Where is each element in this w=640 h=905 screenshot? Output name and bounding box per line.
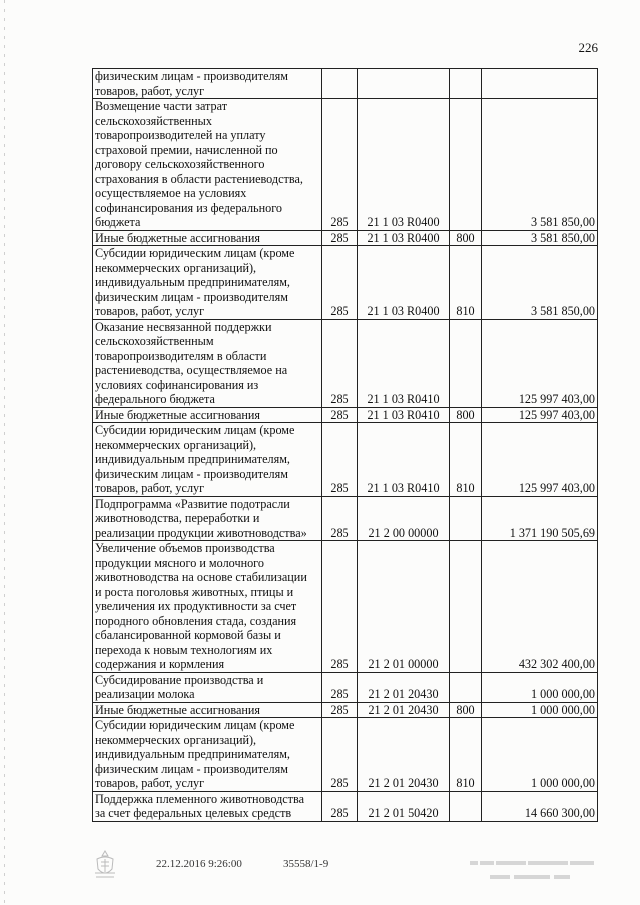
row-classification: 21 2 01 20430 — [358, 672, 450, 702]
row-classification: 21 1 03 R0400 — [358, 99, 450, 231]
row-amount: 432 302 400,00 — [482, 541, 598, 673]
table-row — [93, 423, 598, 497]
row-code — [322, 69, 358, 99]
row-code: 285 — [322, 718, 358, 792]
scan-edge — [4, 0, 5, 905]
row-code: 285 — [322, 423, 358, 497]
coat-of-arms-emblem — [92, 849, 118, 881]
row-code: 285 — [322, 230, 358, 246]
row-name: Возмещение части затрат сельскохозяйственных товаропроизводителей на уплату страховой премии, начисленной по договору сельскохозяйственного страхования в области растениеводства, осуществляемое на условиях софинансирования из федерального бюджета — [93, 99, 322, 231]
row-name: Поддержка племенного животноводства за счет федеральных целевых средств — [93, 791, 322, 821]
row-classification: 21 2 01 00000 — [358, 541, 450, 673]
row-expense-type — [450, 69, 482, 99]
row-expense-type: 800 — [450, 407, 482, 423]
table-row — [93, 69, 598, 99]
row-classification: 21 2 01 50420 — [358, 791, 450, 821]
table-row — [93, 718, 598, 792]
row-expense-type — [450, 541, 482, 673]
row-amount — [482, 69, 598, 99]
row-amount: 1 371 190 505,69 — [482, 496, 598, 541]
row-amount: 14 660 300,00 — [482, 791, 598, 821]
row-expense-type — [450, 672, 482, 702]
row-expense-type — [450, 319, 482, 407]
row-expense-type: 800 — [450, 230, 482, 246]
table-row — [93, 791, 598, 821]
budget-table — [92, 68, 598, 822]
row-name: Субсидии юридическим лицам (кроме некоммерческих организаций), индивидуальным предпринимателям, физическим лицам - производителям товаров, работ, услуг — [93, 423, 322, 497]
row-expense-type: 800 — [450, 702, 482, 718]
row-code: 285 — [322, 319, 358, 407]
row-code: 285 — [322, 702, 358, 718]
row-name: Оказание несвязанной поддержки сельскохозяйственным товаропроизводителям в области растениеводства, осуществляемое на условиях софинансирования из федерального бюджета — [93, 319, 322, 407]
table-row — [93, 99, 598, 231]
row-code: 285 — [322, 541, 358, 673]
row-amount: 125 997 403,00 — [482, 423, 598, 497]
table-row — [93, 246, 598, 320]
row-expense-type: 810 — [450, 718, 482, 792]
row-name: Субсидии юридическим лицам (кроме некоммерческих организаций), индивидуальным предпринимателям, физическим лицам - производителям товаров, работ, услуг — [93, 718, 322, 792]
row-name: Субсидии юридическим лицам (кроме некоммерческих организаций), индивидуальным предпринимателям, физическим лицам - производителям товаров, работ, услуг — [93, 246, 322, 320]
row-expense-type — [450, 99, 482, 231]
row-code: 285 — [322, 672, 358, 702]
row-classification: 21 2 00 00000 — [358, 496, 450, 541]
row-amount: 1 000 000,00 — [482, 702, 598, 718]
row-name: Увеличение объемов производства продукции мясного и молочного животноводства на основе стабилизации и роста поголовья животных, птицы и увеличения их продуктивности за счет породного обновления стада, создания сбалансированной кормовой базы и перехода к новым технологиям их содержания и кормления — [93, 541, 322, 673]
row-amount: 125 997 403,00 — [482, 407, 598, 423]
row-code: 285 — [322, 99, 358, 231]
footer-doc-id: 35558/1-9 — [283, 858, 329, 870]
row-classification: 21 1 03 R0410 — [358, 319, 450, 407]
footer-date: 22.12.2016 9:26:00 — [156, 858, 242, 870]
row-name: Иные бюджетные ассигнования — [93, 407, 322, 423]
table-row — [93, 230, 598, 246]
row-expense-type — [450, 496, 482, 541]
row-amount: 125 997 403,00 — [482, 319, 598, 407]
row-code: 285 — [322, 496, 358, 541]
table-row — [93, 407, 598, 423]
row-expense-type: 810 — [450, 423, 482, 497]
row-classification: 21 1 03 R0410 — [358, 423, 450, 497]
row-amount: 3 581 850,00 — [482, 230, 598, 246]
row-amount: 1 000 000,00 — [482, 718, 598, 792]
row-code: 285 — [322, 407, 358, 423]
page-number: 226 — [578, 40, 598, 55]
row-classification: 21 1 03 R0400 — [358, 246, 450, 320]
row-classification: 21 2 01 20430 — [358, 702, 450, 718]
row-amount: 3 581 850,00 — [482, 99, 598, 231]
table-row — [93, 496, 598, 541]
table-row — [93, 702, 598, 718]
table-row — [93, 319, 598, 407]
row-name: Иные бюджетные ассигнования — [93, 230, 322, 246]
row-classification: 21 1 03 R0400 — [358, 230, 450, 246]
table-row — [93, 541, 598, 673]
row-code: 285 — [322, 791, 358, 821]
row-amount: 3 581 850,00 — [482, 246, 598, 320]
row-name: Субсидирование производства и реализации молока — [93, 672, 322, 702]
table-row — [93, 672, 598, 702]
row-name: Иные бюджетные ассигнования — [93, 702, 322, 718]
row-classification: 21 2 01 20430 — [358, 718, 450, 792]
row-expense-type — [450, 791, 482, 821]
row-code: 285 — [322, 246, 358, 320]
row-name: Подпрограмма «Развитие подотрасли животноводства, переработки и реализации продукции животноводства» — [93, 496, 322, 541]
row-classification: 21 1 03 R0410 — [358, 407, 450, 423]
row-expense-type: 810 — [450, 246, 482, 320]
row-amount: 1 000 000,00 — [482, 672, 598, 702]
row-name: физическим лицам - производителям товаров, работ, услуг — [93, 69, 322, 99]
budget-table-body — [93, 69, 598, 822]
faded-stamp — [470, 857, 600, 887]
row-classification — [358, 69, 450, 99]
